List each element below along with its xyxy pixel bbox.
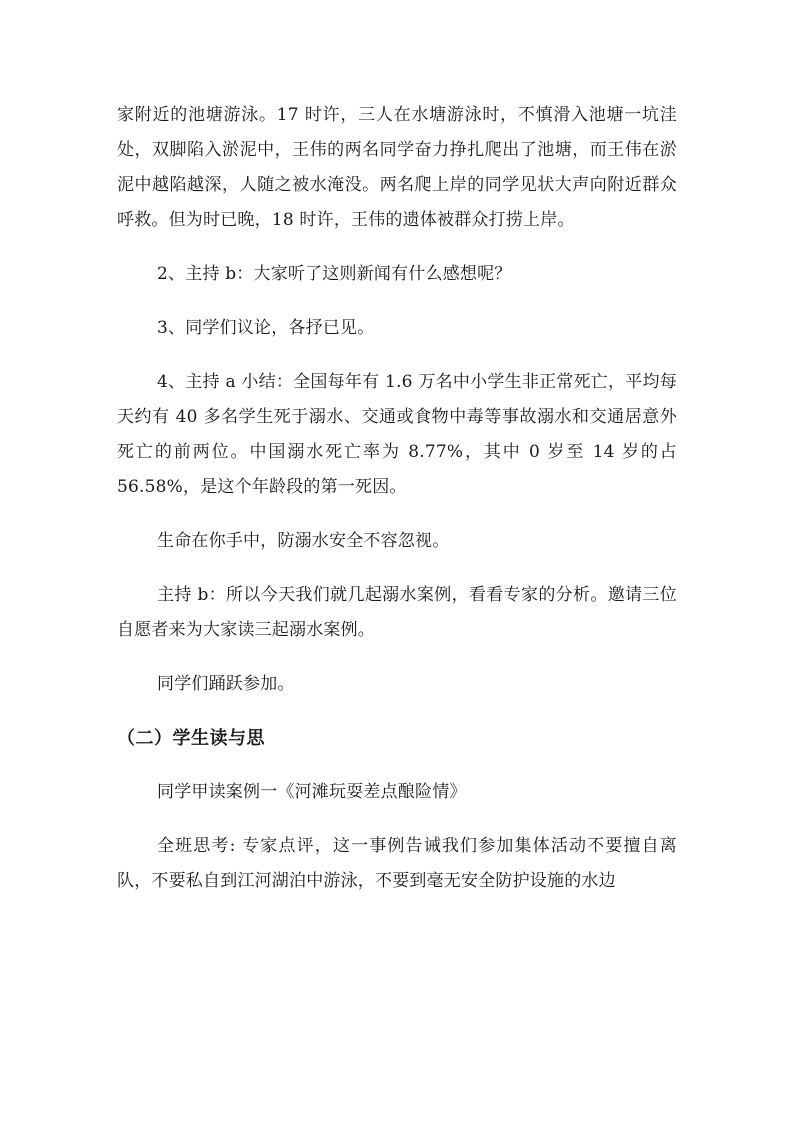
- paragraph-student-reads-case: 同学甲读案例一《河滩玩耍差点酿险情》: [157, 782, 467, 802]
- paragraph-host-a-summary: 4、主持 a 小结：全国每年有 1.6 万名中小学生非正常死亡，平均每天约有 40 多名学生死于溺水、交通或食物中毒等事故溺水和交通居意外死亡的前两位。中国溺水死亡率为 8.77%，其中 0 岁至 14 岁的占 56.58%，是这个年龄段的第一死因。: [117, 372, 677, 497]
- paragraph-drowning-news-continued: 家附近的池塘游泳。17 时许，三人在水塘游泳时，不慎滑入池塘一坑洼处，双脚陷入淤泥中，王伟的两名同学奋力挣扎爬出了池塘，而王伟在淤泥中越陷越深，人随之被水淹没。两名爬上岸的同学见状大声向附近群众呼救。但为时已晚，18 时许，王伟的遗体被群众打捞上岸。: [117, 105, 677, 230]
- paragraph-host-b-question: 2、主持 b：大家听了这则新闻有什么感想呢？: [157, 264, 512, 284]
- document-body: [117, 98, 677, 899]
- paragraph-host-b-invite: 主持 b：所以今天我们就几起溺水案例，看看专家的分析。邀请三位自愿者来为大家读三起溺水案例。: [117, 585, 677, 640]
- paragraph-safety-slogan: 生命在你手中，防溺水安全不容忽视。: [157, 531, 450, 551]
- paragraph-class-discussion: 3、同学们议论，各抒已见。: [157, 318, 375, 338]
- paragraph-students-participate: 同学们踊跃参加。: [157, 674, 295, 694]
- section-heading: （二）学生读与思: [117, 728, 265, 749]
- paragraph-class-thinking: 全班思考: 专家点评，这一事例告诫我们参加集体活动不要擅自离队，不要私自到江河湖泊中游泳，不要到毫无安全防护设施的水边: [117, 836, 677, 891]
